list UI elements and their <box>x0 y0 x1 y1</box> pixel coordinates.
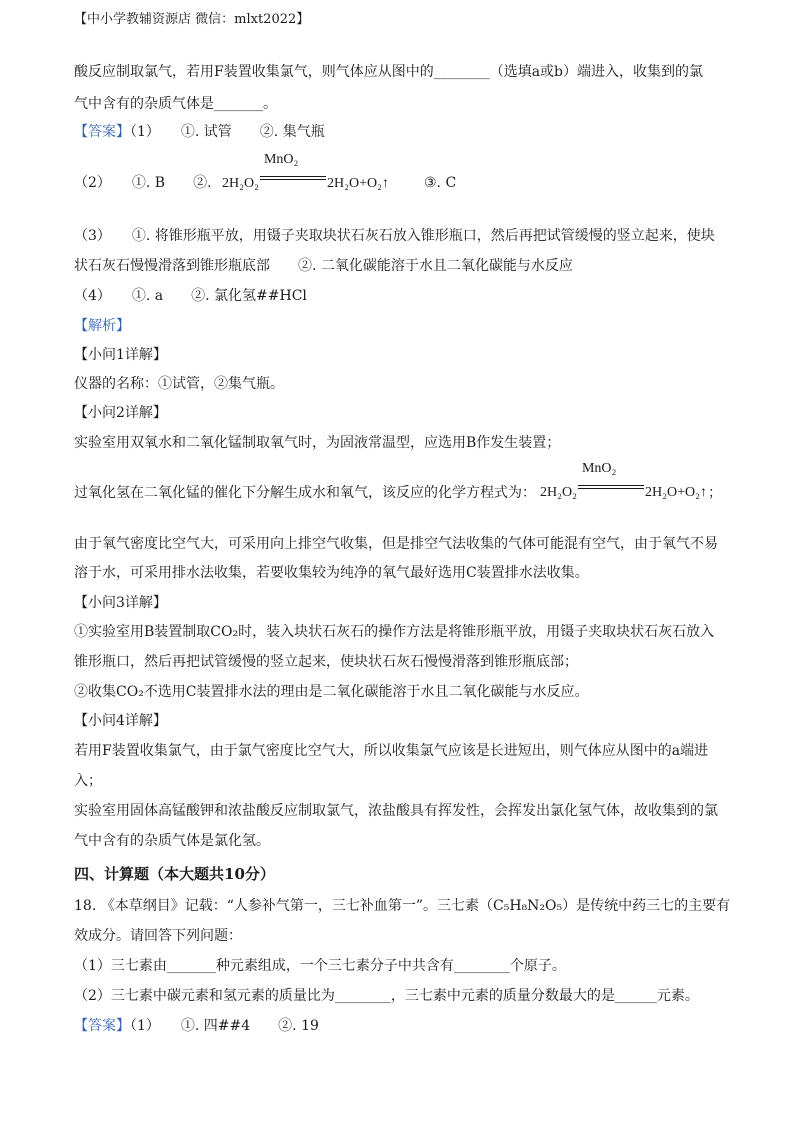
page-header: 【中小学教辅资源店 微信：mlxt2022】 <box>74 12 310 27</box>
text-line: 过氧化氢在二氧化锰的催化下分解生成水和氧气，该反应的化学方程式为： <box>74 485 536 501</box>
text-line: 入； <box>74 773 102 789</box>
text-line: （3） ①. 将锥形瓶平放，用镊子夹取块状石灰石放入锥形瓶口，然后再把试管缓慢的竖立起来，使块 <box>74 228 715 244</box>
text-line: 酸反应制取氯气，若用F装置收集氯气，则气体应从图中的________（选填a或b）端进入，收集到的氯 <box>74 64 704 80</box>
answer-2: （2） ①. B ②. <box>74 175 212 191</box>
text-line: 气中含有的杂质气体是_______。 <box>74 96 277 112</box>
text-line: 实验室用双氧水和二氧化锰制取氧气时，为固液常温型，应选用B作发生装置； <box>74 435 561 451</box>
subquestion-heading: 【小问2详解】 <box>74 405 167 421</box>
text-line: （1）三七素由_______种元素组成，一个三七素分子中共含有________个原子。 <box>74 958 566 974</box>
text-line: ①实验室用B装置制取CO₂时，装入块状石灰石的操作方法是将锥形瓶平放，用镊子夹取块状石灰石放入 <box>74 624 715 640</box>
answer-18: 【答案】（1） ①. 四##4 ②. 19 <box>74 1018 319 1034</box>
answer-1: 【答案】（1） ①. 试管 ②. 集气瓶 <box>74 124 325 140</box>
text-line: 气中含有的杂质气体是氯化氢。 <box>74 833 270 849</box>
text-line: 仪器的名称：①试管，②集气瓶。 <box>74 376 284 392</box>
catalyst-arrow: MnO₂ <box>578 480 644 494</box>
subquestion-heading: 【小问4详解】 <box>74 713 167 729</box>
text-line: 效成分。请回答下列问题： <box>74 928 242 944</box>
text-line: 状石灰石慢慢滑落到锥形瓶底部 ②. 二氧化碳能溶于水且二氧化碳能与水反应 <box>74 258 573 274</box>
catalyst-arrow: MnO₂ <box>260 171 326 185</box>
text-line: 锥形瓶口，然后再把试管缓慢的竖立起来，使块状石灰石慢慢滑落到锥形瓶底部； <box>74 654 578 670</box>
answer-2-tail: ③. C <box>424 175 457 191</box>
answer-tag: 【答案】 <box>74 1018 130 1034</box>
text-line: ②收集CO₂不选用C装置排水法的理由是二氧化碳能溶于水且二氧化碳能与水反应。 <box>74 684 589 700</box>
equation-answer: 2H₂O₂ MnO₂ 2H₂O+O₂↑ <box>222 152 389 191</box>
answer-tag: 【答案】 <box>74 124 130 140</box>
text-line: 溶于水，可采用排水法收集，若要收集较为纯净的氧气最好选用C装置排水法收集。 <box>74 565 589 581</box>
text-line: 若用F装置收集氯气，由于氯气密度比空气大，所以收集氯气应该是长进短出，则气体应从图中的a端进 <box>74 743 709 759</box>
answer-4: （4） ①. a ②. 氯化氢##HCl <box>74 288 307 304</box>
text-line: 实验室用固体高锰酸钾和浓盐酸反应制取氯气，浓盐酸具有挥发性，会挥发出氯化氢气体，故收集到的氯 <box>74 803 718 819</box>
text-line: 由于氧气密度比空气大，可采用向上排空气收集，但是排空气法收集的气体可能混有空气，由于氧气不易 <box>74 536 718 552</box>
equation-explanation: 2H₂O₂ MnO₂ 2H₂O+O₂↑ <box>540 461 707 500</box>
subquestion-heading: 【小问1详解】 <box>74 347 167 363</box>
question-18: 18. 《本草纲目》记载：“人参补气第一，三七补血第一”。三七素（C₅H₈N₂O₅）是传统中药三七的主要有 <box>74 898 731 914</box>
section-heading: 四、计算题（本大题共10分） <box>74 865 275 883</box>
text-line: （2）三七素中碳元素和氢元素的质量比为________，三七素中元素的质量分数最大的是______元素。 <box>74 988 699 1004</box>
analysis-tag: 【解析】 <box>74 318 130 334</box>
subquestion-heading: 【小问3详解】 <box>74 595 167 611</box>
